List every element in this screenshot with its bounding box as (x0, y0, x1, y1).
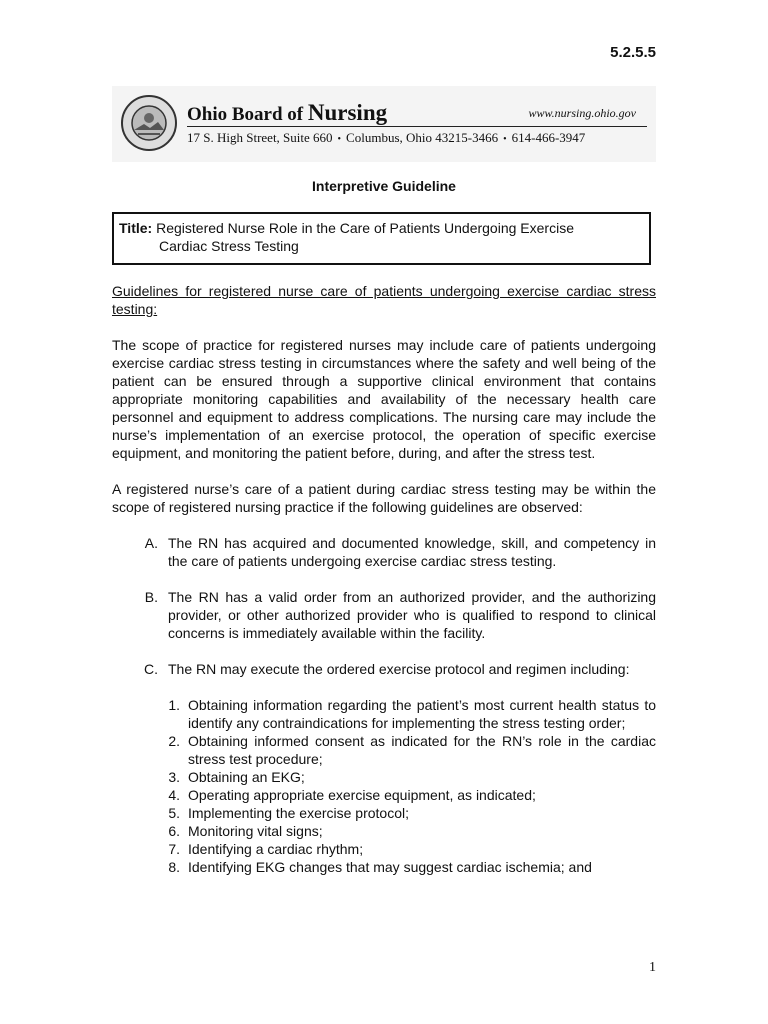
letterhead (112, 86, 656, 162)
board-seal-icon (120, 94, 178, 152)
list-marker: 2. (168, 733, 180, 749)
title-label: Title: (119, 220, 153, 236)
list-item (112, 660, 656, 678)
document-number: 5.2.5.5 (610, 44, 656, 61)
list-item (112, 822, 656, 840)
list-item (112, 696, 656, 732)
guidelines-intro-paragraph: A registered nurse’s care of a patient during cardiac stress testing may be within the scope of registered nursing practice if the following guidelines are observed: (112, 481, 656, 515)
list-marker: 4. (168, 787, 180, 803)
list-item (112, 840, 656, 858)
list-item-text: Monitoring vital signs; (188, 823, 323, 839)
document-type-heading: Interpretive Guideline (312, 178, 456, 194)
list-item (112, 804, 656, 822)
list-item-text: The RN has a valid order from an authorized provider, and the authorizing provider, or other authorized provider who is qualified to respond to clinical concerns is immediately available within the facility. (168, 589, 656, 641)
list-item (112, 732, 656, 768)
list-item-text: Operating appropriate exercise equipment, as indicated; (188, 787, 536, 803)
title-box (112, 212, 651, 265)
list-marker: 8. (168, 859, 180, 875)
title-text-line2: Cardiac Stress Testing (159, 238, 299, 254)
list-marker: C. (144, 661, 158, 677)
title-text-line1: Registered Nurse Role in the Care of Patients Undergoing Exercise (156, 220, 574, 236)
list-item-text: Implementing the exercise protocol; (188, 805, 409, 821)
list-item-text: Obtaining information regarding the patient’s most current health status to identify any contraindications for implementing the stress testing order; (188, 697, 656, 731)
list-item-text: Obtaining an EKG; (188, 769, 305, 785)
list-item (112, 534, 656, 570)
list-item (112, 588, 656, 642)
list-marker: B. (144, 589, 158, 605)
organization-address: 17 S. High Street, Suite 660 • Columbus, Ohio 43215-3466 • 614-466-3947 (187, 130, 586, 145)
list-marker: A. (144, 535, 158, 551)
document-body (112, 282, 656, 876)
list-marker: 1. (168, 697, 180, 713)
list-marker: 5. (168, 805, 180, 821)
list-item-text: The RN may execute the ordered exercise protocol and regimen including: (168, 661, 630, 677)
letterhead-rule (187, 126, 647, 127)
organization-name: Ohio Board of Nursing (187, 100, 388, 125)
list-item-text: Identifying EKG changes that may suggest cardiac ischemia; and (188, 859, 592, 875)
list-item-text: The RN has acquired and documented knowledge, skill, and competency in the care of patients undergoing exercise cardiac stress testing. (168, 535, 656, 569)
list-item (112, 768, 656, 786)
list-marker: 7. (168, 841, 180, 857)
guideline-list (112, 534, 656, 678)
guidelines-heading: Guidelines for registered nurse care of patients undergoing exercise cardiac stress testing: (112, 283, 656, 317)
list-item (112, 858, 656, 876)
list-item-text: Obtaining informed consent as indicated for the RN’s role in the cardiac stress test procedure; (188, 733, 656, 767)
list-marker: 3. (168, 769, 180, 785)
protocol-steps-list (112, 696, 656, 876)
page-number: 1 (649, 960, 656, 975)
organization-website: www.nursing.ohio.gov (528, 106, 636, 120)
list-item (112, 786, 656, 804)
list-item-text: Identifying a cardiac rhythm; (188, 841, 364, 857)
scope-paragraph: The scope of practice for registered nurses may include care of patients undergoing exercise cardiac stress testing in circumstances where the safety and well being of the patient can be ensured through a supportive clinical environment that contains appropriate monitoring capabilities and availability of the necessary health care personnel and equipment to address complications. The nursing care may include the nurse’s implementation of an exercise protocol, the operation of specific exercise equipment, and monitoring the patient before, during, and after the stress test. (112, 337, 656, 461)
list-marker: 6. (168, 823, 180, 839)
